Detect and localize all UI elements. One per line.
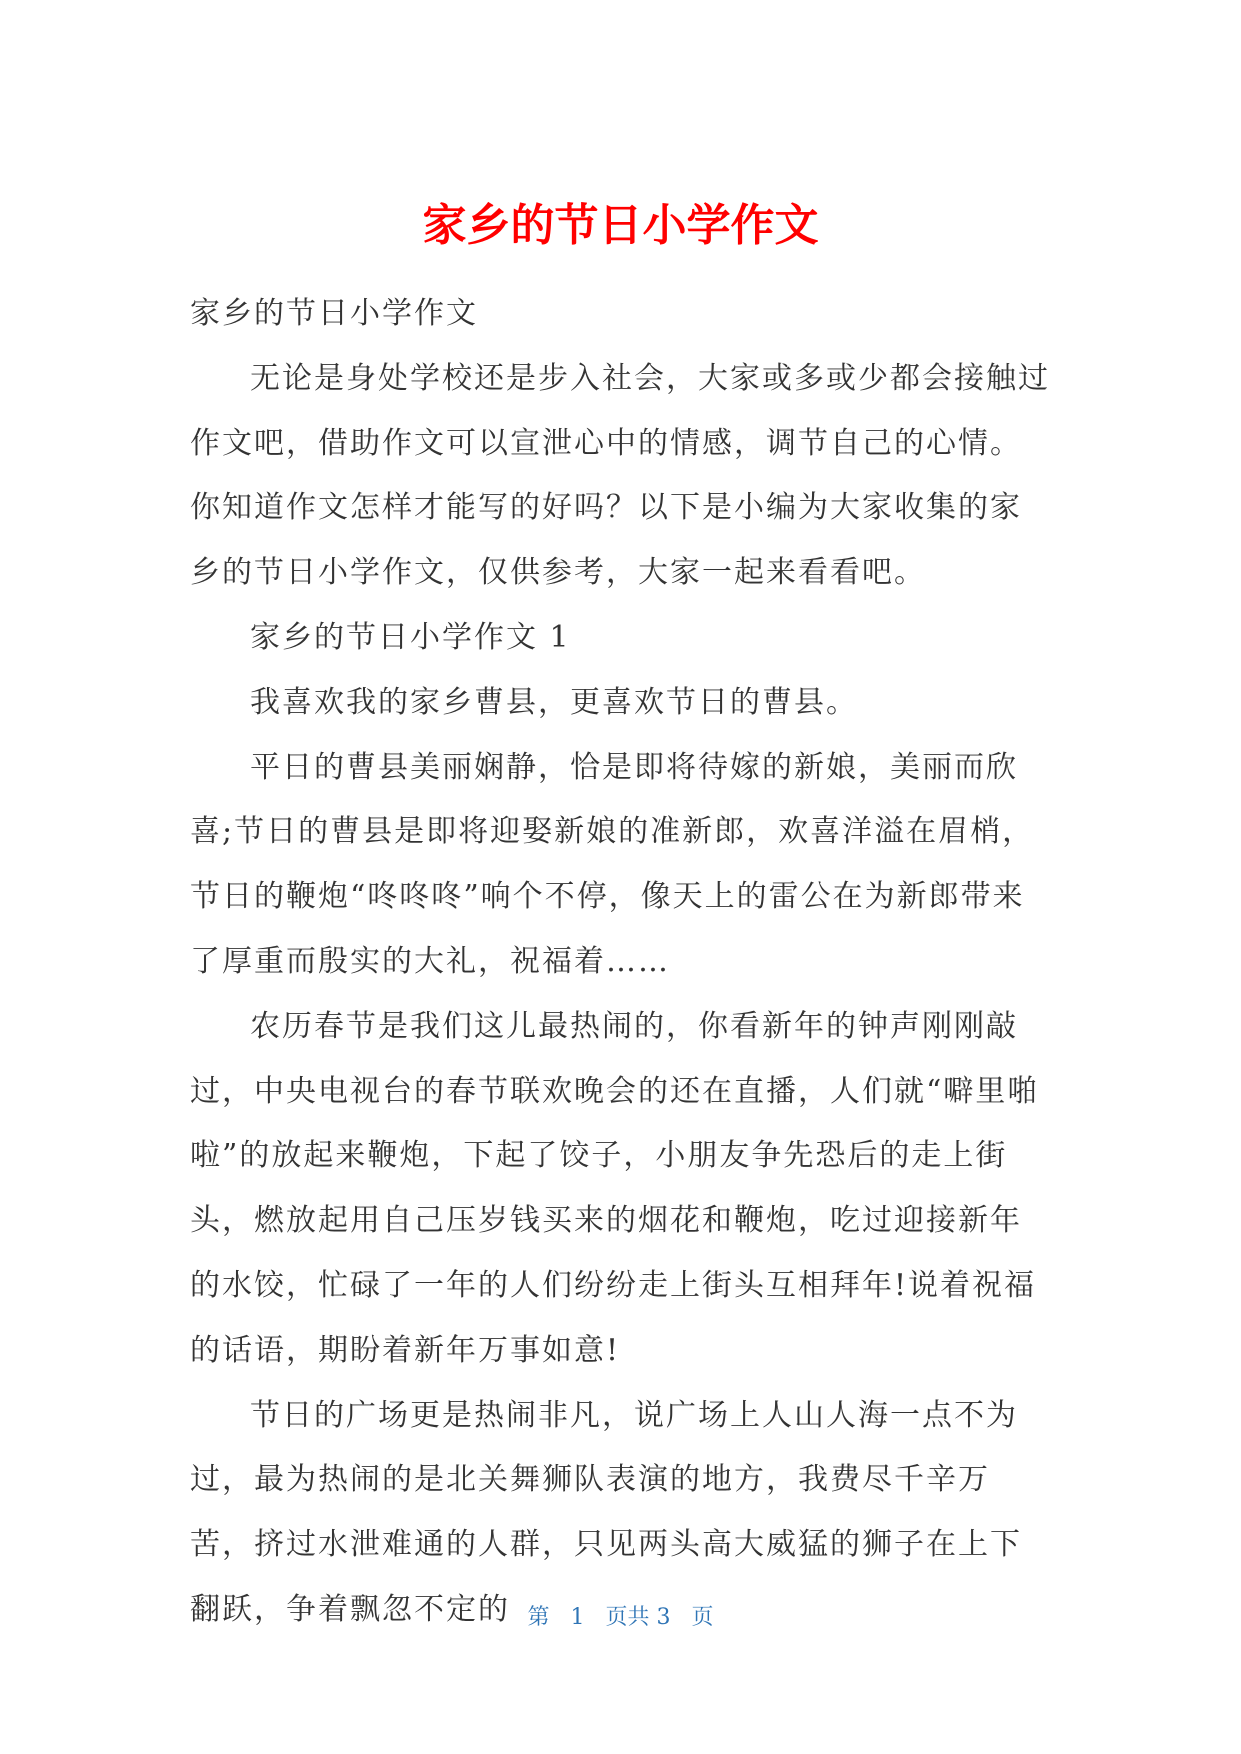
paragraph: 节日的广场更是热闹非凡，说广场上人山人海一点不为过，最为热闹的是北关舞狮队表演的地方，我费尽千辛万苦，挤过水泄难通的人群，只见两头高大威猛的狮子在上下翻跃，争着飘忽不定的: [190, 1397, 1022, 1627]
footer-suffix: 页: [691, 1605, 714, 1630]
document-body: [190, 282, 1050, 1643]
paragraph: 农历春节是我们这儿最热闹的，你看新年的钟声刚刚敲过，中央电视台的春节联欢晚会的还在直播，人们就“噼里啪啦”的放起来鞭炮，下起了饺子，小朋友争先恐后的走上街头，燃放起用自己压岁钱买来的烟花和鞭炮，吃过迎接新年的水饺，忙碌了一年的人们纷纷走上街头互相拜年!说着祝福的话语，期盼着新年万事如意!: [190, 1008, 1040, 1368]
footer-middle: 页共: [605, 1605, 650, 1630]
document-title: 家乡的节日小学作文: [422, 200, 819, 251]
page-footer: [0, 1603, 1241, 1633]
total-page-count: 3: [656, 1605, 671, 1630]
paragraph-intro: 无论是身处学校还是步入社会，大家或多或少都会接触过作文吧，借助作文可以宣泄心中的情感，调节自己的心情。你知道作文怎样才能写的好吗？以下是小编为大家收集的家乡的节日小学作文，仅供参考，大家一起来看看吧。: [190, 360, 1050, 591]
paragraph: 平日的曹县美丽娴静，恰是即将待嫁的新娘，美丽而欣喜;节日的曹县是即将迎娶新娘的准新郎，欢喜洋溢在眉梢，节日的鞭炮“咚咚咚”响个不停，像天上的雷公在为新郎带来了厚重而殷实的大礼，祝福着……: [190, 749, 1035, 979]
paragraph: 我喜欢我的家乡曹县，更喜欢节日的曹县。: [250, 684, 858, 720]
current-page-number: 1: [570, 1605, 585, 1630]
footer-prefix: 第: [527, 1605, 550, 1630]
paragraph-subtitle: 家乡的节日小学作文: [190, 296, 478, 331]
section-heading: 家乡的节日小学作文 1: [250, 619, 571, 655]
